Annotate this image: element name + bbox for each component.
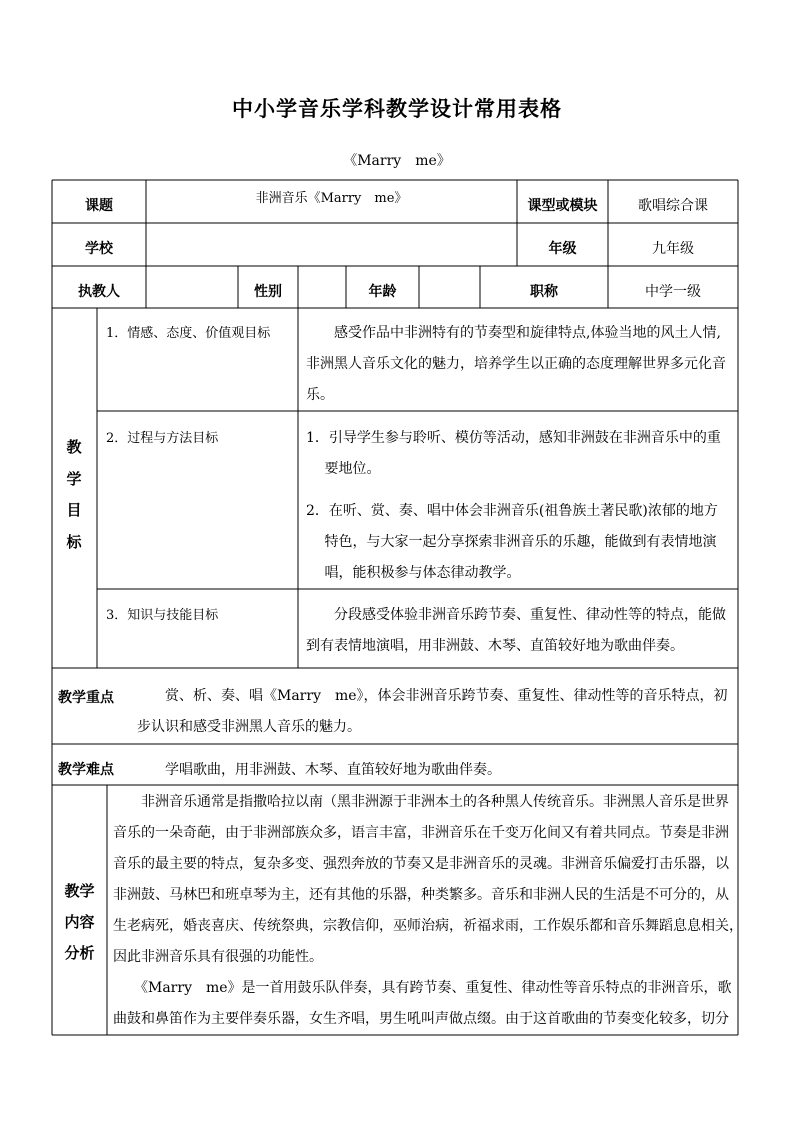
job-title-label: 职称 bbox=[530, 284, 558, 300]
goals-label-char-3: 目 bbox=[66, 501, 82, 519]
goal-3-text bbox=[306, 600, 732, 662]
goal-2-item-1 bbox=[306, 423, 732, 485]
goals-label-char-4: 标 bbox=[66, 533, 82, 551]
analysis-line-1: 非洲音乐通常是指撒哈拉以南（黑非洲源于非洲本土的各种黑人传统音乐。非洲黑人音乐是世界 bbox=[113, 794, 729, 810]
goal-3-line-1: 分段感受体验非洲音乐跨节奏、重复性、律动性等的特点，能做 bbox=[306, 607, 726, 623]
goal-1-label: 1．情感、态度、价值观目标 bbox=[106, 326, 271, 341]
page-title: 中小学音乐学科教学设计常用表格 bbox=[232, 96, 562, 121]
goals-label-char-2: 学 bbox=[66, 470, 82, 488]
page-subtitle: 《Marry me》 bbox=[343, 153, 451, 169]
gender-label: 性别 bbox=[254, 284, 282, 300]
goal-2-item-2-line-3: 唱，能积极参与体态律动教学。 bbox=[306, 565, 521, 581]
analysis-line-5: 生老病死，婚丧喜庆、传统祭典，宗教信仰，巫师治病，祈福求雨，工作娱乐都和音乐舞蹈息息相关， bbox=[113, 918, 743, 934]
goal-2-item-1-line-2: 要地位。 bbox=[306, 461, 381, 477]
analysis-text bbox=[113, 787, 743, 1035]
analysis-label-line-3: 分析 bbox=[64, 944, 95, 962]
analysis-label-line-1: 教学 bbox=[64, 882, 95, 900]
goal-2-label: 2．过程与方法目标 bbox=[106, 431, 219, 446]
analysis-line-6: 因此非洲音乐具有很强的功能性。 bbox=[113, 949, 323, 965]
analysis-line-2: 音乐的一朵奇葩，由于非洲部族众多，语言丰富，非洲音乐在千变万化间又有着共同点。节奏是非洲 bbox=[113, 825, 729, 841]
age-label: 年龄 bbox=[368, 284, 397, 300]
goal-2-item-1-line-1: 1．引导学生参与聆听、模仿等活动，感知非洲鼓在非洲音乐中的重 bbox=[306, 430, 721, 446]
school-label: 学校 bbox=[85, 241, 113, 257]
job-title-value: 中学一级 bbox=[645, 284, 701, 300]
goal-1-line-1: 感受作品中非洲特有的节奏型和旋律特点,体验当地的风土人情, bbox=[306, 325, 721, 341]
goal-1-line-2: 非洲黑人音乐文化的魅力，培养学生以正确的态度理解世界多元化音 bbox=[306, 356, 726, 372]
goal-3-label: 3．知识与技能目标 bbox=[106, 608, 219, 623]
analysis-line-4: 非洲鼓、马林巴和班卓琴为主，还有其他的乐器，种类繁多。音乐和非洲人民的生活是不可分的，从 bbox=[113, 887, 729, 903]
difficulties-text: 学唱歌曲，用非洲鼓、木琴、直笛较好地为歌曲伴奏。 bbox=[137, 762, 501, 778]
goal-2-item-2-line-2: 特色，与大家一起分享探索非洲音乐的乐趣，能做到有表情地演 bbox=[306, 534, 717, 550]
key-points-label: 教学重点 bbox=[58, 690, 114, 706]
difficulties-label: 教学难点 bbox=[58, 762, 114, 778]
grade-label: 年级 bbox=[548, 241, 577, 257]
grade-value: 九年级 bbox=[652, 241, 694, 257]
lesson-label: 课题 bbox=[85, 198, 113, 214]
analysis-line-8: 曲鼓和鼻笛作为主要伴奏乐器，女生齐唱，男生吼叫声做点缀。由于这首歌曲的节奏变化较多，切分 bbox=[113, 1011, 729, 1027]
goal-3-line-2: 到有表情地演唱，用非洲鼓、木琴、直笛较好地为歌曲伴奏。 bbox=[306, 638, 684, 654]
key-points-line-1: 赏、析、奏、唱《Marry me》，体会非洲音乐跨节奏、重复性、律动性等的音乐特点，初 bbox=[137, 688, 728, 704]
analysis-label-line-2: 内容 bbox=[64, 913, 95, 931]
type-value: 歌唱综合课 bbox=[638, 198, 708, 214]
analysis-line-7: 《Marry me》是一首用鼓乐队伴奏，具有跨节奏、重复性、律动性等音乐特点的非洲音乐，歌 bbox=[113, 980, 732, 996]
goal-2-item-2-line-1: 2．在听、赏、奏、唱中体会非洲音乐(祖鲁族土著民歌)浓郁的地方 bbox=[306, 503, 718, 519]
goal-2-item-2 bbox=[306, 496, 732, 589]
key-points-text bbox=[137, 681, 733, 743]
analysis-line-3: 音乐的最主要的特点，复杂多变、强烈奔放的节奏又是非洲音乐的灵魂。非洲音乐偏爱打击乐器，以 bbox=[113, 856, 729, 872]
type-label: 课型或模块 bbox=[527, 198, 598, 214]
teacher-label: 执教人 bbox=[78, 284, 120, 300]
goal-1-text bbox=[306, 318, 732, 411]
goal-1-line-3: 乐。 bbox=[306, 387, 334, 403]
goals-label-char-1: 教 bbox=[66, 438, 82, 456]
analysis-label bbox=[52, 876, 107, 969]
lesson-value: 非洲音乐《Marry me》 bbox=[255, 191, 408, 206]
key-points-line-2: 步认识和感受非洲黑人音乐的魅力。 bbox=[137, 719, 361, 735]
